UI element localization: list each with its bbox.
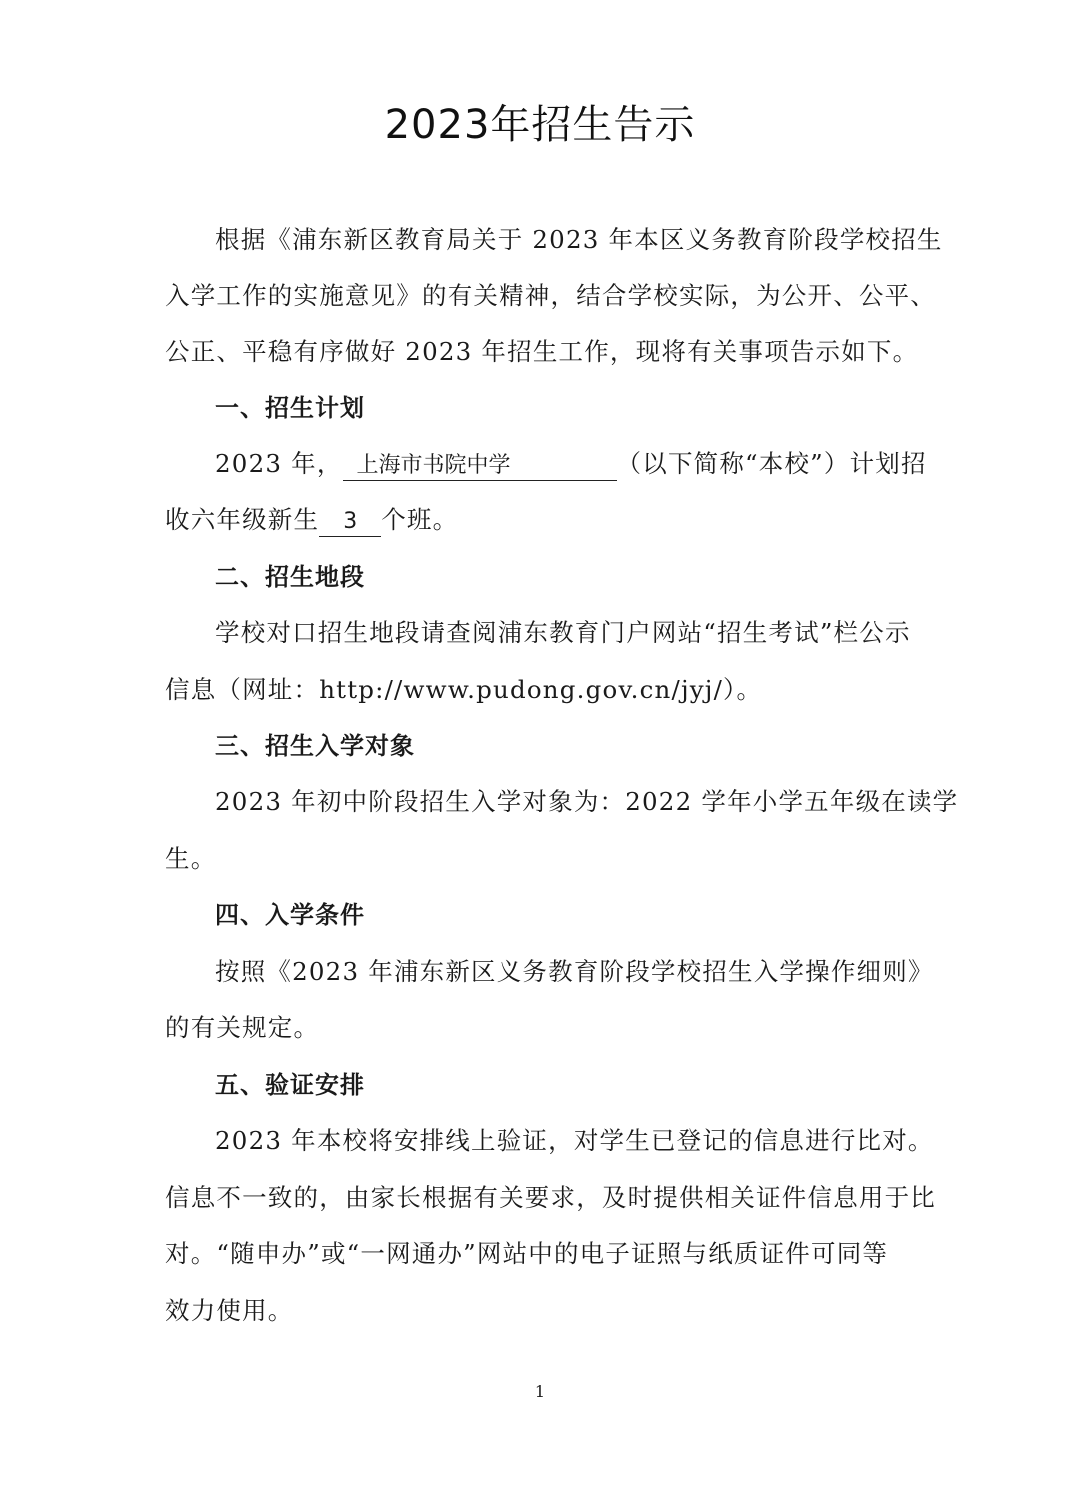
section-5-line-3: 对。“随申办”或“一网通办”网站中的电子证照与纸质证件可同等 <box>165 1239 889 1268</box>
section-2-line-2: 信息（网址：http://www.pudong.gov.cn/jyj/）。 <box>165 675 763 704</box>
intro-line-3: 公正、平稳有序做好 2023 年招生工作，现将有关事项告示如下。 <box>165 337 919 366</box>
section-1-heading: 一、招生计划 <box>215 394 365 422</box>
section-1-line-2 <box>165 503 925 537</box>
section-5-line-2: 信息不一致的，由家长根据有关要求，及时提供相关证件信息用于比 <box>165 1183 936 1212</box>
section-1-line-2-suffix: 个班。 <box>381 505 459 534</box>
intro-line-2: 入学工作的实施意见》的有关精神，结合学校实际，为公开、公平、 <box>165 281 936 310</box>
section-5-heading: 五、验证安排 <box>215 1071 365 1099</box>
section-3-line-1: 2023 年初中阶段招生入学对象为：2022 学年小学五年级在读学 <box>215 787 959 816</box>
school-name-field: 上海市书院中学 <box>343 452 617 481</box>
section-3-heading: 三、招生入学对象 <box>215 732 415 760</box>
page-number: 1 <box>534 1382 546 1401</box>
section-1-year-prefix: 2023 年， <box>215 449 343 478</box>
section-2-line-1: 学校对口招生地段请查阅浦东教育门户网站“招生考试”栏公示 <box>215 618 911 647</box>
section-5-line-4: 效力使用。 <box>165 1296 294 1325</box>
section-1-line-1-suffix: （以下简称“本校”）计划招 <box>616 449 927 478</box>
section-1-line-1 <box>215 447 925 481</box>
section-4-line-1: 按照《2023 年浦东新区义务教育阶段学校招生入学操作细则》 <box>215 957 934 986</box>
section-3-line-2: 生。 <box>165 844 217 873</box>
page-title: 2023年招生告示 <box>384 102 696 148</box>
section-1-line-2-prefix: 收六年级新生 <box>165 505 320 534</box>
class-count-field: 3 <box>319 508 381 537</box>
section-2-heading: 二、招生地段 <box>215 563 365 591</box>
intro-line-1: 根据《浦东新区教育局关于 2023 年本区义务教育阶段学校招生 <box>215 225 943 254</box>
section-5-line-1: 2023 年本校将安排线上验证，对学生已登记的信息进行比对。 <box>215 1126 934 1155</box>
section-4-line-2: 的有关规定。 <box>165 1013 320 1042</box>
section-4-heading: 四、入学条件 <box>215 901 365 929</box>
